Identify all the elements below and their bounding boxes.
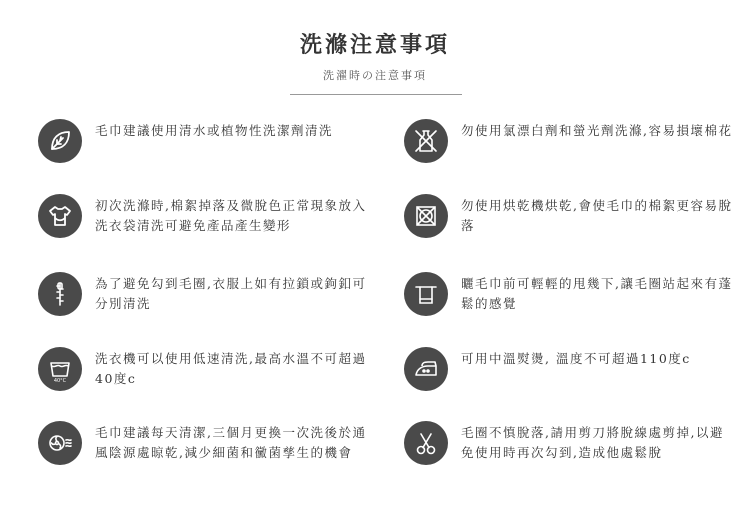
iron-icon (404, 347, 448, 391)
care-item-air-dry (38, 421, 368, 465)
page-title: 洗滌注意事項 (299, 33, 450, 58)
zipper-icon (38, 272, 82, 316)
title-divider (290, 94, 462, 95)
care-text: 初次洗滌時,棉絮掉落及微脫色正常現象放入洗衣袋清洗可避免產品產生變形 (95, 198, 367, 233)
care-item-first-wash (38, 194, 368, 238)
page-subtitle: 洗濯時の注意事項 (323, 69, 427, 82)
care-text: 毛巾建議使用清水或植物性洗潔劑清洗 (95, 123, 334, 138)
care-item-trim-loops (404, 421, 734, 465)
no-tumble-dry-icon (404, 194, 448, 238)
care-item-no-dryer (404, 194, 734, 238)
care-text: 可用中溫熨燙, 溫度不可超過110度c (461, 351, 691, 366)
care-text: 曬毛巾前可輕輕的甩幾下,讓毛圈站起來有蓬鬆的感覺 (461, 276, 733, 311)
temperature-badge: 40°C (53, 378, 67, 384)
care-item-no-bleach (404, 119, 734, 163)
care-item-shake-towel (404, 272, 734, 316)
care-text: 勿使用烘乾機烘乾,會使毛巾的棉絮更容易脫落 (461, 198, 733, 233)
care-text: 為了避免勾到毛圈,衣服上如有拉鎖或鉤釦可分別清洗 (95, 276, 367, 311)
towel-icon (404, 272, 448, 316)
scissors-icon (404, 421, 448, 465)
wash-tub-icon (38, 347, 82, 391)
care-text: 勿使用氯漂白劑和螢光劑洗滌,容易損壞棉花 (461, 123, 733, 138)
fan-icon (38, 421, 82, 465)
care-item-zipper (38, 272, 368, 316)
leaf-icon (38, 119, 82, 163)
shirt-icon (38, 194, 82, 238)
care-item-ironing (404, 347, 734, 391)
care-item-washing-machine (38, 347, 368, 391)
care-item-plant-detergent (38, 119, 368, 163)
no-bleach-icon (404, 119, 448, 163)
care-text: 毛圈不慎脫落,請用剪刀將脫線處剪掉,以避免使用時再次勾到,造成他處鬆脫 (461, 425, 724, 460)
care-text: 洗衣機可以使用低速清洗,最高水溫不可超過40度c (95, 351, 367, 386)
care-text: 毛巾建議每天清潔,三個月更換一次洗後於通風陰源處晾乾,減少細菌和黴菌孳生的機會 (95, 425, 367, 460)
